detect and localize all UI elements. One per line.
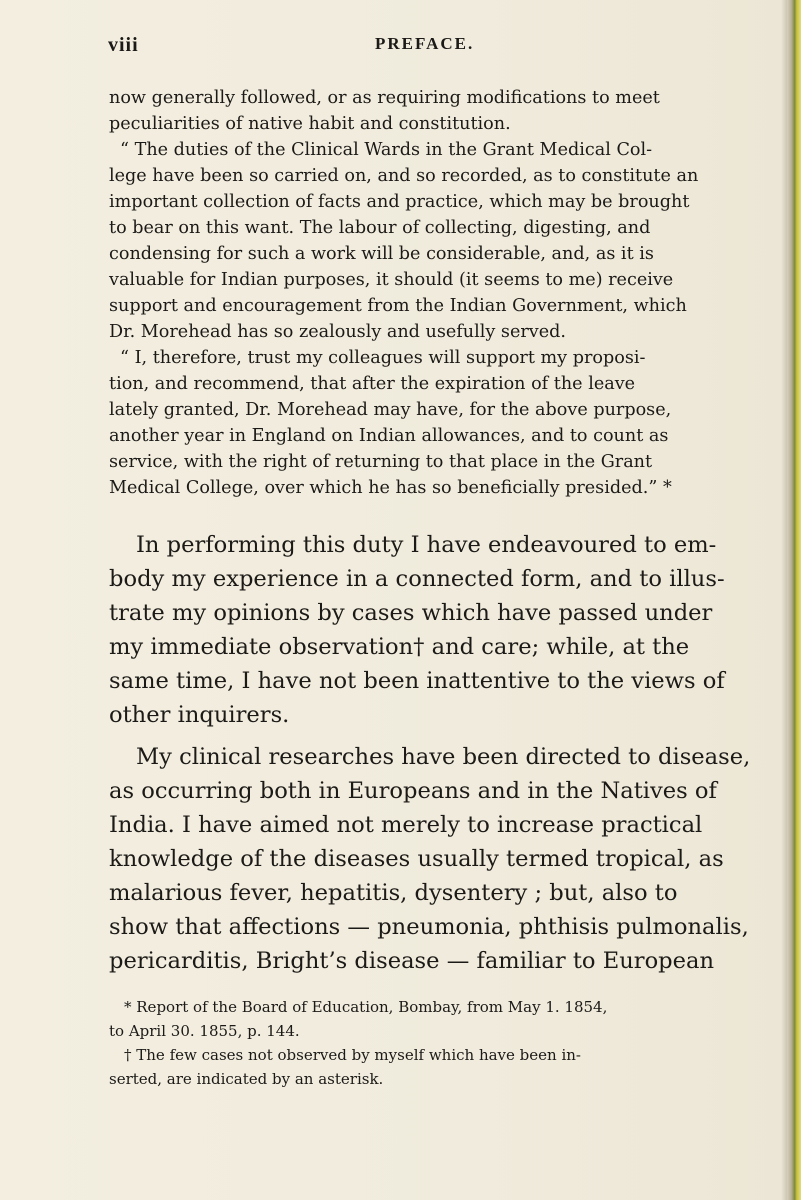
quote-line: peculiarities of native habit and constitution. [109, 114, 511, 134]
body-line: show that affections — pneumonia, phthisis pulmonalis, [109, 914, 749, 940]
quote-line: important collection of facts and practice, which may be brought [109, 192, 690, 212]
quote-line: support and encouragement from the Indian Government, which [109, 296, 687, 316]
quote-line: Medical College, over which he has so beneficially presided.” * [109, 478, 672, 498]
footnote-line: * Report of the Board of Education, Bombay, from May 1. 1854, [124, 998, 608, 1016]
footnote-line: † The few cases not observed by myself which have been in- [124, 1046, 581, 1064]
quote-line: now generally followed, or as requiring modifications to meet [109, 88, 660, 108]
quote-line: lege have been so carried on, and so recorded, as to constitute an [109, 166, 699, 186]
body-line: body my experience in a connected form, and to illus- [109, 566, 725, 592]
quote-line: “ The duties of the Clinical Wards in the Grant Medical Col- [120, 140, 653, 160]
quote-line: “ I, therefore, trust my colleagues will support my proposi- [120, 348, 646, 368]
quote-line: tion, and recommend, that after the expiration of the leave [109, 374, 636, 394]
body-line: as occurring both in Europeans and in the Natives of [109, 778, 717, 804]
quote-line: another year in England on Indian allowances, and to count as [109, 426, 669, 446]
body-line: same time, I have not been inattentive to the views of [109, 668, 725, 694]
body-line: India. I have aimed not merely to increase practical [109, 812, 703, 838]
running-head: PREFACE. [375, 34, 475, 53]
body-line: In performing this duty I have endeavoured to em- [136, 532, 717, 558]
footnote-line: to April 30. 1855, p. 144. [109, 1022, 300, 1040]
quote-line: lately granted, Dr. Morehead may have, for the above purpose, [109, 400, 672, 420]
body-line: knowledge of the diseases usually termed tropical, as [109, 846, 724, 872]
body-line: trate my opinions by cases which have passed under [109, 600, 713, 626]
body-line: pericarditis, Bright’s disease — familiar to European [109, 948, 715, 974]
footnote-line: serted, are indicated by an asterisk. [109, 1070, 384, 1088]
page-header [108, 34, 768, 58]
quote-line: Dr. Morehead has so zealously and usefully served. [109, 322, 566, 342]
page-number: viii [108, 34, 139, 56]
body-line: malarious fever, hepatitis, dysentery ; but, also to [109, 880, 678, 906]
body-line: My clinical researches have been directed to disease, [136, 744, 751, 770]
body-line: my immediate observation† and care; while, at the [109, 634, 690, 660]
quote-line: condensing for such a work will be considerable, and, as it is [109, 244, 654, 264]
quote-line: valuable for Indian purposes, it should (it seems to me) receive [109, 270, 674, 290]
body-line: other inquirers. [109, 702, 290, 728]
quote-line: service, with the right of returning to that place in the Grant [109, 452, 653, 472]
book-spine-edge [787, 0, 801, 1200]
quote-line: to bear on this want. The labour of collecting, digesting, and [109, 218, 651, 238]
